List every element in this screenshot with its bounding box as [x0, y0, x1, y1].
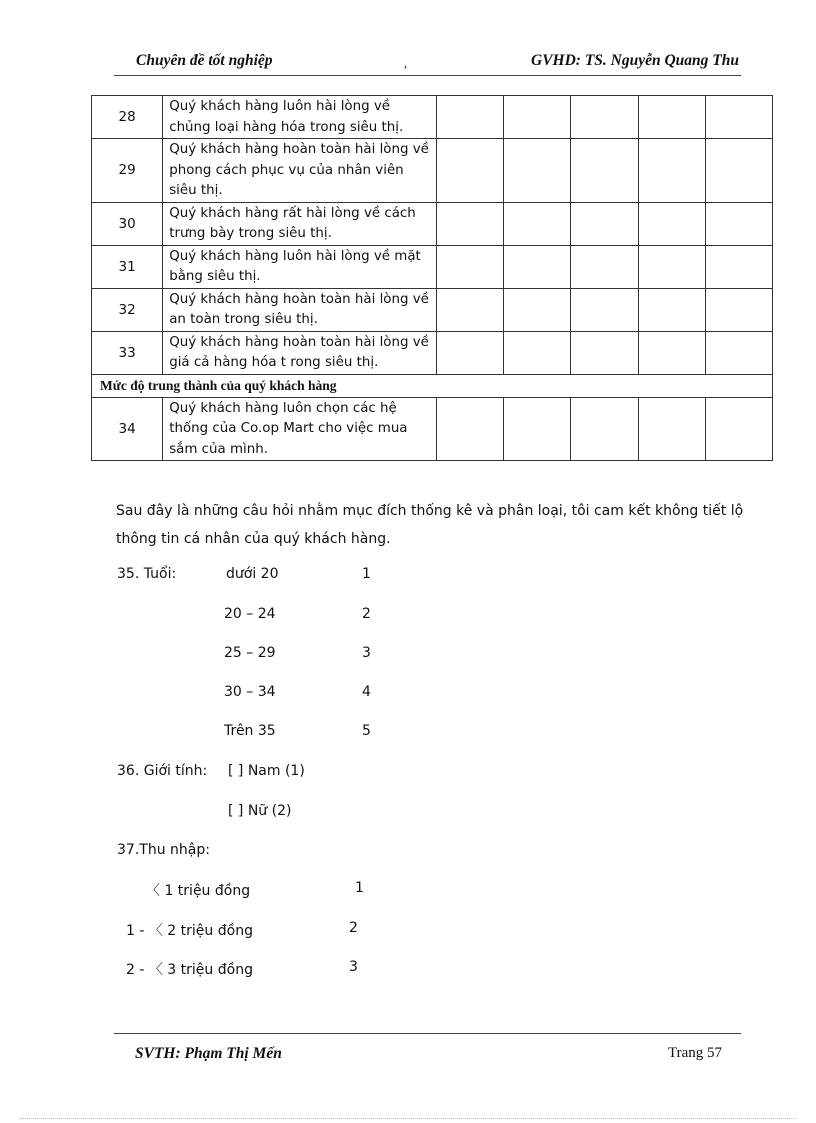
- row-question: Quý khách hàng luôn chọn các hệ thống của Co.op Mart cho việc mua sắm của mình.: [163, 397, 437, 461]
- table-row: [92, 96, 773, 139]
- rating-cell[interactable]: [437, 202, 504, 245]
- row-question: Quý khách hàng rất hài lòng về cách trưng bày trong siêu thị.: [163, 202, 437, 245]
- table-row: [92, 202, 773, 245]
- rating-cell[interactable]: [638, 202, 705, 245]
- income-option-text: 2 - 〈 3 triệu đồng: [126, 962, 253, 978]
- age-option-text: 25 – 29: [224, 645, 276, 661]
- rating-cell[interactable]: [504, 331, 571, 374]
- rating-cell[interactable]: [705, 397, 772, 461]
- section-title: Mức độ trung thành của quý khách hàng: [92, 374, 773, 397]
- rating-cell[interactable]: [705, 245, 772, 288]
- rating-cell[interactable]: [437, 397, 504, 461]
- age-option-text: 20 – 24: [224, 606, 276, 622]
- rating-cell[interactable]: [638, 96, 705, 139]
- rating-cell[interactable]: [504, 288, 571, 331]
- header-divider: [114, 75, 741, 76]
- row-number: 28: [92, 96, 163, 139]
- section-row: [92, 374, 773, 397]
- age-option-text: 30 – 34: [224, 684, 276, 700]
- rating-cell[interactable]: [571, 288, 638, 331]
- age-option-text: dưới 20: [226, 566, 279, 582]
- rating-cell[interactable]: [504, 202, 571, 245]
- rating-cell[interactable]: [705, 96, 772, 139]
- gender-option-male[interactable]: [ ] Nam (1): [228, 763, 305, 779]
- age-option-code: 2: [362, 606, 371, 622]
- row-number: 29: [92, 139, 163, 203]
- table-row: [92, 245, 773, 288]
- income-option-code: 2: [349, 920, 358, 936]
- rating-cell[interactable]: [638, 245, 705, 288]
- rating-cell[interactable]: [571, 331, 638, 374]
- row-number: 31: [92, 245, 163, 288]
- row-question: Quý khách hàng luôn hài lòng về mặt bằng siêu thị.: [163, 245, 437, 288]
- intro-paragraph: Sau đây là những câu hỏi nhằm mục đích thống kê và phân loại, tôi cam kết không tiết lộ thông tin cá nhân của quý khách hàng.: [116, 503, 744, 547]
- table-row: [92, 397, 773, 461]
- rating-cell[interactable]: [638, 397, 705, 461]
- rating-cell[interactable]: [571, 96, 638, 139]
- rating-cell[interactable]: [437, 245, 504, 288]
- survey-table: [91, 95, 773, 461]
- rating-cell[interactable]: [571, 245, 638, 288]
- rating-cell[interactable]: [437, 331, 504, 374]
- row-question: Quý khách hàng hoàn toàn hài lòng về giá cả hàng hóa t rong siêu thị.: [163, 331, 437, 374]
- row-question: Quý khách hàng hoàn toàn hài lòng về an toàn trong siêu thị.: [163, 288, 437, 331]
- rating-cell[interactable]: [705, 288, 772, 331]
- row-number: 32: [92, 288, 163, 331]
- row-number: 33: [92, 331, 163, 374]
- rating-cell[interactable]: [437, 139, 504, 203]
- table-row: [92, 331, 773, 374]
- rating-cell[interactable]: [504, 397, 571, 461]
- income-option-code: 3: [349, 959, 358, 975]
- rating-cell[interactable]: [437, 96, 504, 139]
- age-option-code: 3: [362, 645, 371, 661]
- age-option-code: 5: [362, 723, 371, 739]
- rating-cell[interactable]: [705, 331, 772, 374]
- question-income-label: 37.Thu nhập:: [117, 842, 210, 858]
- rating-cell[interactable]: [504, 245, 571, 288]
- page-header: [114, 50, 741, 76]
- rating-cell[interactable]: [705, 139, 772, 203]
- header-title: Chuyên đề tốt nghiệp: [136, 52, 273, 69]
- gender-option-female[interactable]: [ ] Nữ (2): [228, 803, 292, 819]
- age-option-text: Trên 35: [224, 723, 276, 739]
- rating-cell[interactable]: [571, 202, 638, 245]
- age-option-code: 1: [362, 566, 371, 582]
- question-age-label: 35. Tuổi:: [117, 566, 177, 582]
- income-option-text: 〈 1 triệu đồng: [146, 883, 251, 899]
- header-advisor: GVHD: TS. Nguyễn Quang Thu: [531, 52, 739, 69]
- table-row: [92, 139, 773, 203]
- income-option-text: 1 - 〈 2 triệu đồng: [126, 923, 253, 939]
- question-gender-label: 36. Giới tính:: [117, 763, 208, 779]
- rating-cell[interactable]: [504, 139, 571, 203]
- page-number: Trang 57: [668, 1045, 723, 1061]
- age-option-code: 4: [362, 684, 371, 700]
- row-number: 34: [92, 397, 163, 461]
- header-mark: ,: [404, 56, 407, 70]
- footer-author: SVTH: Phạm Thị Mến: [135, 1045, 282, 1062]
- table-row: [92, 288, 773, 331]
- row-question: Quý khách hàng hoàn toàn hài lòng về phong cách phục vụ của nhân viên siêu thị.: [163, 139, 437, 203]
- row-number: 30: [92, 202, 163, 245]
- row-question: Quý khách hàng luôn hài lòng về chủng loại hàng hóa trong siêu thị.: [163, 96, 437, 139]
- rating-cell[interactable]: [504, 96, 571, 139]
- rating-cell[interactable]: [571, 397, 638, 461]
- rating-cell[interactable]: [437, 288, 504, 331]
- footer-divider: [114, 1033, 741, 1034]
- rating-cell[interactable]: [638, 288, 705, 331]
- rating-cell[interactable]: [638, 331, 705, 374]
- income-option-code: 1: [355, 880, 364, 896]
- rating-cell[interactable]: [705, 202, 772, 245]
- page-bottom-border: [20, 1118, 796, 1119]
- rating-cell[interactable]: [571, 139, 638, 203]
- rating-cell[interactable]: [638, 139, 705, 203]
